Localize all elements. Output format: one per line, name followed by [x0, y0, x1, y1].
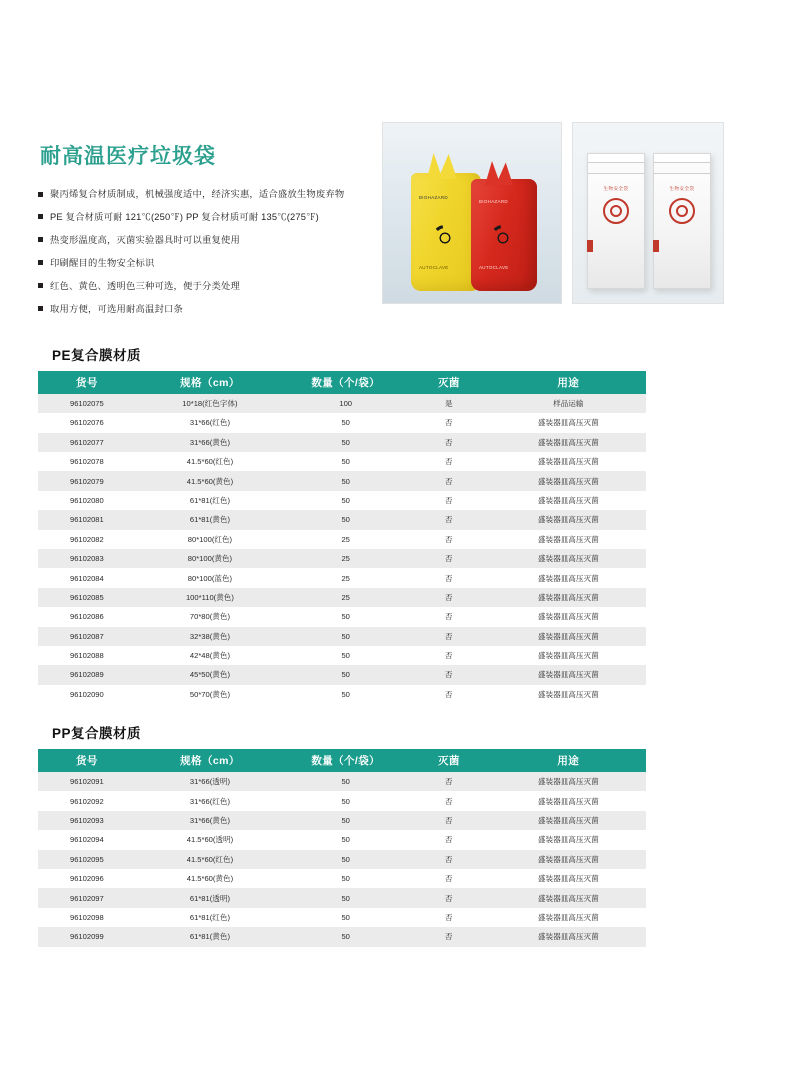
hero-section	[38, 0, 762, 326]
box-lid	[654, 162, 710, 174]
cell-sterilized: 否	[407, 850, 490, 869]
cell-quantity: 50	[284, 888, 407, 907]
table-row	[38, 530, 762, 549]
table-row	[38, 549, 762, 568]
page-footer-space	[38, 947, 762, 1067]
table-row	[38, 772, 762, 791]
cell-usage: 盛装器皿高压灭菌	[490, 588, 646, 607]
cell-spacer	[646, 927, 762, 946]
cell-sterilized: 否	[407, 791, 490, 810]
list-item: 红色、黄色、透明色三种可选，便于分类处理	[38, 280, 368, 293]
cell-quantity: 50	[284, 908, 407, 927]
cell-usage: 盛装器皿高压灭菌	[490, 811, 646, 830]
list-item: 聚丙烯复合材质制成，机械强度适中，经济实惠，适合盛放生物废弃物	[38, 188, 368, 201]
cell-code: 96102094	[38, 830, 136, 849]
list-item: 热变形温度高，灭菌实验器具时可以重复使用	[38, 234, 368, 247]
cell-spacer	[646, 549, 762, 568]
cell-code: 96102084	[38, 568, 136, 587]
section-pp	[38, 722, 762, 947]
cell-code: 96102085	[38, 588, 136, 607]
section-pe	[38, 344, 762, 704]
cell-code: 96102089	[38, 665, 136, 684]
cell-sterilized: 否	[407, 627, 490, 646]
box-label: 生物安全袋	[603, 186, 629, 191]
cell-sterilized: 否	[407, 646, 490, 665]
product-photo-boxes	[572, 122, 724, 304]
column-header-code: 货号	[38, 749, 136, 772]
cell-usage: 盛装器皿高压灭菌	[490, 413, 646, 432]
cell-spacer	[646, 791, 762, 810]
list-item: PE 复合材质可耐 121℃(250℉) PP 复合材质可耐 135℃(275℉)	[38, 211, 368, 224]
cell-spacer	[646, 530, 762, 549]
bag-label-top: BIOHAZARD	[479, 199, 508, 204]
cell-sterilized: 否	[407, 772, 490, 791]
cell-sterilized: 否	[407, 413, 490, 432]
cell-spacer	[646, 452, 762, 471]
cell-spec: 45*50(黄色)	[136, 665, 284, 684]
cell-code: 96102087	[38, 627, 136, 646]
column-header-spacer	[646, 371, 762, 394]
cell-usage: 样品运输	[490, 394, 646, 413]
table-row	[38, 888, 762, 907]
bag-label-bottom: AUTOCLAVE	[419, 265, 449, 270]
cell-sterilized: 否	[407, 510, 490, 529]
cell-sterilized: 否	[407, 927, 490, 946]
list-item: 印刷醒目的生物安全标识	[38, 257, 368, 270]
cell-usage: 盛装器皿高压灭菌	[490, 549, 646, 568]
cell-sterilized: 否	[407, 530, 490, 549]
table-row	[38, 791, 762, 810]
cell-usage: 盛装器皿高压灭菌	[490, 491, 646, 510]
cell-usage: 盛装器皿高压灭菌	[490, 510, 646, 529]
cell-quantity: 50	[284, 433, 407, 452]
cell-usage: 盛装器皿高压灭菌	[490, 772, 646, 791]
table-row	[38, 607, 762, 626]
table-row	[38, 685, 762, 704]
column-header-spec: 规格（cm）	[136, 749, 284, 772]
column-header-sterilized: 灭菌	[407, 371, 490, 394]
cell-quantity: 50	[284, 811, 407, 830]
cell-spacer	[646, 850, 762, 869]
cell-usage: 盛装器皿高压灭菌	[490, 665, 646, 684]
table-row	[38, 568, 762, 587]
cell-spacer	[646, 627, 762, 646]
cell-spacer	[646, 646, 762, 665]
box-tape	[587, 240, 593, 252]
cell-spec: 61*81(红色)	[136, 491, 284, 510]
cell-quantity: 50	[284, 685, 407, 704]
table-row	[38, 869, 762, 888]
cell-spec: 70*80(黄色)	[136, 607, 284, 626]
cell-quantity: 50	[284, 850, 407, 869]
cell-code: 96102077	[38, 433, 136, 452]
section-title: PE复合膜材质	[52, 347, 142, 363]
cell-spec: 42*48(黄色)	[136, 646, 284, 665]
cell-spec: 61*81(黄色)	[136, 510, 284, 529]
table-row	[38, 646, 762, 665]
cell-sterilized: 否	[407, 888, 490, 907]
feature-bullet-list	[38, 188, 368, 316]
cell-usage: 盛装器皿高压灭菌	[490, 830, 646, 849]
cell-spacer	[646, 685, 762, 704]
dispenser-box-left	[587, 153, 645, 289]
cell-sterilized: 是	[407, 394, 490, 413]
cell-usage: 盛装器皿高压灭菌	[490, 791, 646, 810]
table-row	[38, 665, 762, 684]
cell-sterilized: 否	[407, 811, 490, 830]
cell-usage: 盛装器皿高压灭菌	[490, 568, 646, 587]
cell-code: 96102078	[38, 452, 136, 471]
table-row	[38, 627, 762, 646]
table-row	[38, 850, 762, 869]
cell-spacer	[646, 568, 762, 587]
red-biohazard-bag	[471, 179, 537, 291]
hero-text-block	[38, 118, 368, 326]
cell-quantity: 100	[284, 394, 407, 413]
cell-sterilized: 否	[407, 869, 490, 888]
cell-code: 96102096	[38, 869, 136, 888]
table-row	[38, 394, 762, 413]
column-header-code: 货号	[38, 371, 136, 394]
cell-code: 96102092	[38, 791, 136, 810]
cell-usage: 盛装器皿高压灭菌	[490, 607, 646, 626]
cell-sterilized: 否	[407, 471, 490, 490]
table-row	[38, 908, 762, 927]
table-row	[38, 811, 762, 830]
cell-code: 96102079	[38, 471, 136, 490]
cell-quantity: 25	[284, 588, 407, 607]
cell-spec: 31*66(黄色)	[136, 433, 284, 452]
cell-spec: 100*110(黄色)	[136, 588, 284, 607]
bag-label-top: BIOHAZARD	[419, 195, 448, 200]
biohazard-icon	[490, 225, 516, 251]
cell-code: 96102090	[38, 685, 136, 704]
cell-sterilized: 否	[407, 685, 490, 704]
cell-code: 96102075	[38, 394, 136, 413]
bag-label-bottom: AUTOCLAVE	[479, 265, 509, 270]
cell-spec: 41.5*60(红色)	[136, 452, 284, 471]
cell-usage: 盛装器皿高压灭菌	[490, 452, 646, 471]
cell-spec: 32*38(黄色)	[136, 627, 284, 646]
table-header-row	[38, 749, 762, 772]
cell-usage: 盛装器皿高压灭菌	[490, 646, 646, 665]
cell-quantity: 50	[284, 607, 407, 626]
cell-code: 96102076	[38, 413, 136, 432]
cell-spacer	[646, 888, 762, 907]
cell-quantity: 25	[284, 568, 407, 587]
table-body	[38, 394, 762, 704]
product-photo-bags	[382, 122, 562, 304]
cell-usage: 盛装器皿高压灭菌	[490, 908, 646, 927]
cell-spec: 61*81(透明)	[136, 888, 284, 907]
table-body	[38, 772, 762, 947]
cell-quantity: 50	[284, 830, 407, 849]
cell-spacer	[646, 908, 762, 927]
column-header-quantity: 数量（个/袋）	[284, 371, 407, 394]
table-row	[38, 588, 762, 607]
cell-spec: 61*81(红色)	[136, 908, 284, 927]
cell-code: 96102083	[38, 549, 136, 568]
cell-usage: 盛装器皿高压灭菌	[490, 685, 646, 704]
cell-spacer	[646, 394, 762, 413]
table-row	[38, 830, 762, 849]
cell-usage: 盛装器皿高压灭菌	[490, 850, 646, 869]
biohazard-icon	[603, 198, 629, 224]
cell-quantity: 50	[284, 627, 407, 646]
table-row	[38, 491, 762, 510]
cell-spec: 50*70(黄色)	[136, 685, 284, 704]
column-header-sterilized: 灭菌	[407, 749, 490, 772]
cell-code: 96102098	[38, 908, 136, 927]
cell-quantity: 50	[284, 772, 407, 791]
cell-code: 96102099	[38, 927, 136, 946]
cell-spec: 41.5*60(黄色)	[136, 869, 284, 888]
biohazard-icon	[669, 198, 695, 224]
section-title: PP复合膜材质	[52, 726, 142, 742]
page-title: 耐高温医疗垃圾袋	[40, 145, 216, 168]
cell-spec: 80*100(红色)	[136, 530, 284, 549]
cell-sterilized: 否	[407, 908, 490, 927]
cell-sterilized: 否	[407, 830, 490, 849]
list-item: 取用方便，可选用耐高温封口条	[38, 303, 368, 316]
cell-quantity: 50	[284, 452, 407, 471]
cell-code: 96102086	[38, 607, 136, 626]
cell-spec: 80*100(蓝色)	[136, 568, 284, 587]
cell-spacer	[646, 869, 762, 888]
cell-spec: 31*66(红色)	[136, 791, 284, 810]
cell-quantity: 50	[284, 471, 407, 490]
cell-sterilized: 否	[407, 588, 490, 607]
product-table-pp	[38, 749, 762, 947]
cell-spacer	[646, 433, 762, 452]
cell-spec: 31*66(黄色)	[136, 811, 284, 830]
cell-spec: 41.5*60(红色)	[136, 850, 284, 869]
column-header-spec: 规格（cm）	[136, 371, 284, 394]
cell-spec: 10*18(红色字体)	[136, 394, 284, 413]
cell-spacer	[646, 491, 762, 510]
cell-quantity: 50	[284, 646, 407, 665]
cell-spacer	[646, 830, 762, 849]
cell-sterilized: 否	[407, 568, 490, 587]
table-header-row	[38, 371, 762, 394]
cell-usage: 盛装器皿高压灭菌	[490, 927, 646, 946]
cell-spec: 31*66(透明)	[136, 772, 284, 791]
cell-sterilized: 否	[407, 491, 490, 510]
column-header-spacer	[646, 749, 762, 772]
box-label: 生物安全袋	[669, 186, 695, 191]
column-header-quantity: 数量（个/袋）	[284, 749, 407, 772]
cell-code: 96102091	[38, 772, 136, 791]
cell-code: 96102097	[38, 888, 136, 907]
cell-quantity: 50	[284, 927, 407, 946]
cell-quantity: 50	[284, 791, 407, 810]
box-tape	[653, 240, 659, 252]
table-row	[38, 510, 762, 529]
biohazard-icon	[432, 225, 458, 251]
cell-spec: 31*66(红色)	[136, 413, 284, 432]
table-row	[38, 413, 762, 432]
table-row	[38, 452, 762, 471]
cell-usage: 盛装器皿高压灭菌	[490, 627, 646, 646]
cell-spec: 41.5*60(透明)	[136, 830, 284, 849]
cell-sterilized: 否	[407, 433, 490, 452]
box-lid	[588, 162, 644, 174]
cell-usage: 盛装器皿高压灭菌	[490, 888, 646, 907]
dispenser-box-right	[653, 153, 711, 289]
cell-sterilized: 否	[407, 452, 490, 471]
cell-spacer	[646, 471, 762, 490]
cell-spacer	[646, 413, 762, 432]
cell-spec: 41.5*60(黄色)	[136, 471, 284, 490]
cell-code: 96102088	[38, 646, 136, 665]
cell-spec: 80*100(黄色)	[136, 549, 284, 568]
cell-quantity: 50	[284, 665, 407, 684]
cell-usage: 盛装器皿高压灭菌	[490, 471, 646, 490]
table-row	[38, 471, 762, 490]
cell-code: 96102080	[38, 491, 136, 510]
column-header-usage: 用途	[490, 749, 646, 772]
cell-code: 96102093	[38, 811, 136, 830]
table-row	[38, 927, 762, 946]
cell-quantity: 50	[284, 413, 407, 432]
cell-code: 96102081	[38, 510, 136, 529]
cell-spacer	[646, 510, 762, 529]
cell-quantity: 25	[284, 530, 407, 549]
cell-spacer	[646, 772, 762, 791]
cell-quantity: 50	[284, 510, 407, 529]
hero-photo-group	[382, 118, 762, 304]
cell-quantity: 25	[284, 549, 407, 568]
cell-code: 96102082	[38, 530, 136, 549]
cell-spacer	[646, 607, 762, 626]
cell-spec: 61*81(黄色)	[136, 927, 284, 946]
cell-code: 96102095	[38, 850, 136, 869]
table-row	[38, 433, 762, 452]
product-table-pe	[38, 371, 762, 704]
cell-sterilized: 否	[407, 549, 490, 568]
cell-usage: 盛装器皿高压灭菌	[490, 530, 646, 549]
column-header-usage: 用途	[490, 371, 646, 394]
cell-quantity: 50	[284, 869, 407, 888]
cell-spacer	[646, 588, 762, 607]
cell-spacer	[646, 665, 762, 684]
cell-sterilized: 否	[407, 607, 490, 626]
cell-usage: 盛装器皿高压灭菌	[490, 869, 646, 888]
cell-spacer	[646, 811, 762, 830]
cell-usage: 盛装器皿高压灭菌	[490, 433, 646, 452]
cell-quantity: 50	[284, 491, 407, 510]
cell-sterilized: 否	[407, 665, 490, 684]
